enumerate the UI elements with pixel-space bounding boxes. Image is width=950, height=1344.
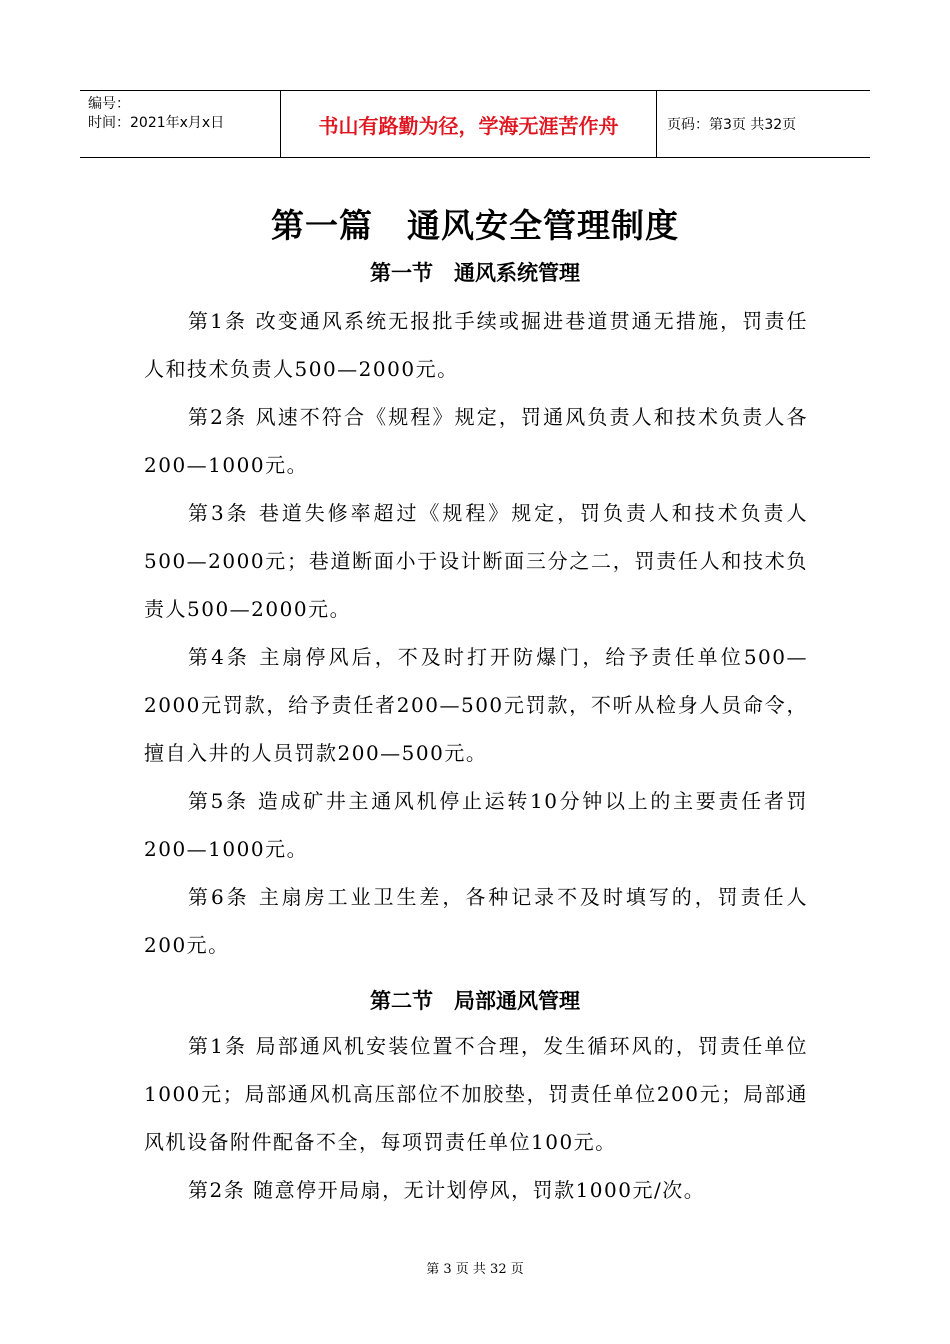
document-title: 第一篇 通风安全管理制度 xyxy=(271,206,679,245)
section-heading-1: 第一节 通风系统管理 xyxy=(370,261,580,285)
header-meta xyxy=(80,91,280,157)
article-paragraph: 第3条 巷道失修率超过《规程》规定，罚负责人和技术负责人500—2000元；巷道断面小于设计断面三分之二，罚责任人和技术负责人500—2000元。 xyxy=(144,501,808,621)
document-time-label: 时间：2021年x月x日 xyxy=(88,115,225,131)
article-paragraph: 第2条 风速不符合《规程》规定，罚通风负责人和技术负责人各200—1000元。 xyxy=(144,405,808,477)
header-motto: 书山有路勤为径，学海无涯苦作舟 xyxy=(280,91,657,157)
article-paragraph: 第2条 随意停开局扇，无计划停风，罚款1000元/次。 xyxy=(188,1178,706,1202)
article-paragraph: 第4条 主扇停风后，不及时打开防爆门，给予责任单位500—2000元罚款，给予责任者200—500元罚款，不听从检身人员命令，擅自入井的人员罚款200—500元。 xyxy=(144,645,808,765)
page-footer: 第 3 页 共 32 页 xyxy=(426,1262,524,1277)
article-paragraph: 第1条 局部通风机安装位置不合理，发生循环风的，罚责任单位1000元；局部通风机高压部位不加胶垫，罚责任单位200元；局部通风机设备附件配备不全，每项罚责任单位100元。 xyxy=(144,1034,808,1154)
article-paragraph: 第5条 造成矿井主通风机停止运转10分钟以上的主要责任者罚200—1000元。 xyxy=(144,789,808,861)
article-paragraph: 第6条 主扇房工业卫生差，各种记录不及时填写的，罚责任人200元。 xyxy=(144,885,808,957)
article-paragraph: 第1条 改变通风系统无报批手续或掘进巷道贯通无措施，罚责任人和技术负责人500—2000元。 xyxy=(144,309,808,381)
page-header xyxy=(80,90,870,158)
header-page-info: 页码：第3页 共32页 xyxy=(667,117,797,133)
section-heading-2: 第二节 局部通风管理 xyxy=(370,989,580,1013)
document-number-label: 编号： xyxy=(88,96,130,112)
